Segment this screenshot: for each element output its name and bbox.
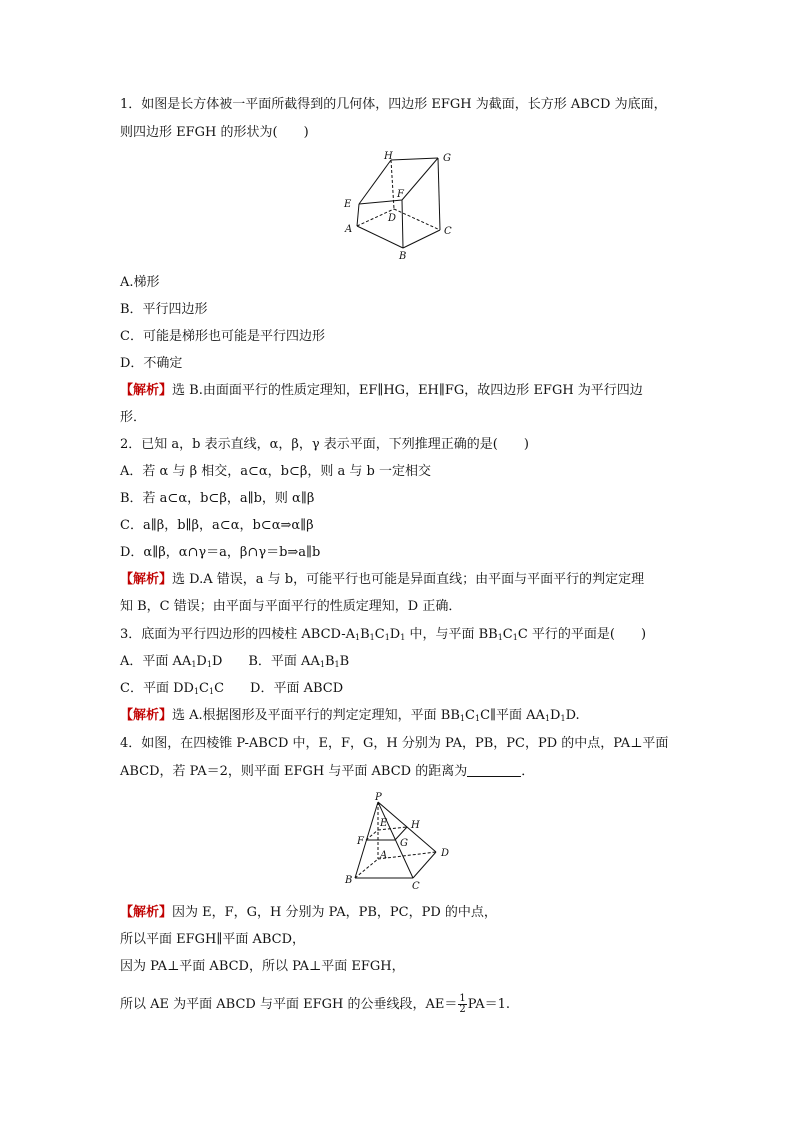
q1-option-b: B．平行四边形 — [120, 302, 208, 317]
label-f: F — [357, 836, 364, 847]
edge-hg — [391, 158, 438, 160]
q3-option-b: B．平面 $AA_1B_1B$ — [248, 654, 350, 669]
q1-solution-line2: 形． — [120, 410, 147, 425]
q1-figure — [340, 150, 460, 262]
edge-ba-hidden — [355, 859, 378, 878]
q2-option-c: C．a∥β，b∥β，a⊂α，b⊂α⇒α∥β — [120, 518, 314, 533]
q3-option-d: D．平面 ABCD — [250, 681, 344, 696]
solution-tag: 【解析】 — [120, 708, 173, 723]
q4-solution-line1: 【解析】因为 E，F，G，H 分别为 PA，PB，PC，PD 的中点， — [120, 905, 497, 920]
q3-options-ab — [120, 653, 349, 674]
label-e: E — [344, 199, 352, 210]
q3-options-cd — [120, 680, 343, 701]
q2-option-b: B．若 a⊂α，b⊂β，a∥b，则 α∥β — [120, 491, 315, 506]
label-a: A — [380, 850, 388, 861]
q4-solution-line2: 所以平面 EFGH∥平面 ABCD， — [120, 932, 306, 947]
q4-solution-line3: 因为 PA⊥平面 ABCD，所以 PA⊥平面 EFGH， — [120, 959, 405, 974]
label-c: C — [444, 226, 452, 237]
label-f: F — [397, 189, 404, 200]
answer-blank — [467, 764, 521, 777]
q1-option-a: A.梯形 — [120, 275, 160, 290]
q2-option-d: D．α∥β，α∩γ＝a，β∩γ＝b⇒a∥b — [120, 545, 321, 560]
q2-solution-line2: 知 B，C 错误；由平面与平面平行的性质定理知，D 正确． — [120, 599, 462, 614]
edge-ef — [359, 200, 402, 204]
edge-dc-hidden — [394, 209, 440, 230]
q2-stem: 2．已知 a，b 表示直线，α，β，γ 表示平面，下列推理正确的是( ) — [120, 437, 529, 452]
q1-solution-line1: 【解析】选 B.由面面平行的性质定理知，EF∥HG，EH∥FG，故四边形 EFGH 为平行四边 — [120, 383, 643, 398]
label-d: D — [388, 213, 397, 224]
label-a: A — [345, 224, 353, 235]
label-e: E — [380, 818, 388, 829]
q4-stem-line2: ABCD，若 PA＝2，则平面 EFGH 与平面 ABCD 的距离为 ． — [120, 764, 535, 779]
q4-figure — [340, 790, 460, 894]
q4-stem-line1: 4．如图，在四棱锥 P-ABCD 中，E，F，G，H 分别为 PA，PB，PC，PD 的中点，PA⊥平面 — [120, 736, 669, 751]
q4-solution-line4: 所以 AE 为平面 ABCD 与平面 EFGH 的公垂线段，AE＝ $\frac{1}{2}$ PA＝1. — [120, 993, 511, 1015]
q1-stem-line2: 则四边形 EFGH 的形状为( ) — [120, 125, 309, 140]
edge-bc — [403, 230, 440, 248]
edge-gf — [402, 158, 438, 200]
q1-stem-line1: 1．如图是长方体被一平面所截得到的几何体，四边形 EFGH 为截面，长方形 ABCD 为底面， — [120, 97, 667, 112]
q3-option-a: A．平面 $AA_1D_1D$ — [120, 654, 223, 669]
solution-tag: 【解析】 — [120, 572, 173, 587]
q2-option-a: A．若 α 与 β 相交，a⊂α，b⊂β，则 a 与 b 一定相交 — [120, 464, 431, 479]
q3-solution: 【解析】选 A.根据图形及平面平行的判定定理知，平面 $BB_1C_1C\parallel$平面 $AA_1D_1D$. — [120, 708, 580, 723]
edge-fb — [402, 200, 403, 248]
label-d: D — [441, 848, 450, 859]
fraction-one-half: $\frac{1}{2}$ — [459, 993, 466, 1015]
q2-solution-line1: 【解析】选 D.A 错误，a 与 b，可能平行也可能是异面直线；由平面与平面平行的判定定理 — [120, 572, 645, 587]
q3-stem: 3．底面为平行四边形的四棱柱 ABCD-$A_1B_1C_1D_1$ 中，与平面 $BB_1C_1C$ 平行的平面是( ) — [120, 627, 647, 642]
q3-option-c: C．平面 $DD_1C_1C$ — [120, 681, 225, 696]
edge-ab — [357, 226, 403, 248]
label-h: H — [384, 151, 393, 162]
label-g: G — [443, 153, 451, 164]
q1-option-d: D．不确定 — [120, 356, 183, 371]
label-b: B — [345, 875, 353, 886]
edge-cd — [413, 852, 436, 878]
label-h: H — [411, 820, 420, 831]
edge-he — [359, 160, 391, 204]
solution-tag: 【解析】 — [120, 383, 173, 398]
label-b: B — [399, 251, 407, 262]
label-g: G — [400, 838, 408, 849]
solution-tag: 【解析】 — [120, 905, 173, 920]
label-c: C — [412, 881, 420, 892]
edge-hd-hidden — [391, 160, 394, 209]
label-p: P — [375, 792, 382, 803]
edge-ea — [357, 204, 359, 226]
edge-gc — [438, 158, 440, 230]
q1-option-c: C．可能是梯形也可能是平行四边形 — [120, 329, 325, 344]
